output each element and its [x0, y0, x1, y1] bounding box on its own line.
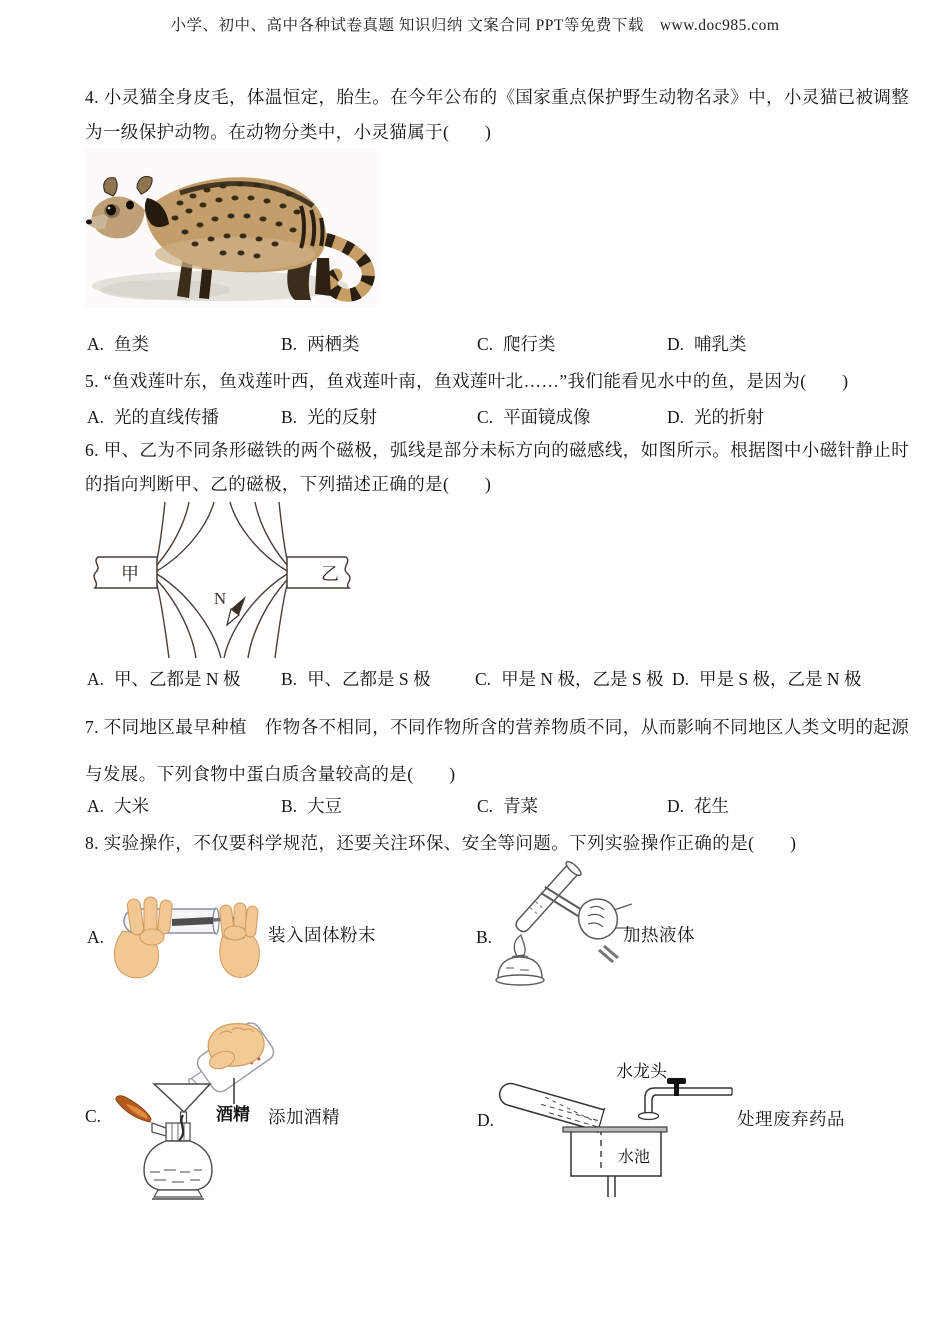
q5-option-c-label: C. — [477, 407, 494, 427]
left-magnet-label: 甲 — [121, 564, 139, 584]
belly — [155, 237, 315, 271]
q5-option-b-text: 光的反射 — [307, 407, 378, 427]
q6-line-1: 6. 甲、乙为不同条形磁铁的两个磁极，弧线是部分未标方向的磁感线，如图所示。根据图中小磁针静止时 — [85, 440, 910, 460]
burner-base — [496, 975, 544, 985]
burner-base — [154, 1190, 202, 1197]
q7-option-a — [87, 793, 149, 818]
q6-option-b-label: B. — [281, 669, 298, 689]
q4-option-c — [477, 331, 556, 356]
q8-option-b-figure — [492, 856, 637, 988]
q4-option-b — [281, 331, 360, 356]
q7-option-b — [281, 793, 342, 818]
needle-n-label: N — [213, 589, 227, 608]
hind-leg-2 — [315, 258, 331, 296]
q7-option-c-text: 青菜 — [503, 796, 539, 816]
q6-option-d-label: D. — [672, 669, 690, 689]
right-fingers — [219, 903, 258, 940]
q4-option-d-text: 哺乳类 — [694, 334, 747, 354]
bottle-label: 酒精 — [216, 1105, 250, 1124]
q5-option-d — [667, 404, 764, 429]
q4-option-b-label: B. — [281, 334, 298, 354]
q7-option-c-label: C. — [477, 796, 494, 816]
q8-option-a-label: A. — [87, 927, 105, 947]
q8-option-b-caption: 加热液体 — [623, 925, 695, 945]
magnet-field-diagram — [82, 500, 402, 660]
eye — [106, 205, 116, 216]
q5-option-d-text: 光的折射 — [694, 407, 765, 427]
burner-spout — [152, 1123, 166, 1136]
valve-stem — [674, 1082, 679, 1096]
q8-option-c-caption: 添加酒精 — [268, 1107, 340, 1127]
q7-option-d-text: 花生 — [694, 796, 730, 816]
faucet-outlet — [639, 1113, 659, 1120]
q7-option-c — [477, 793, 538, 818]
q5-option-c — [477, 404, 591, 429]
q8-option-a-figure — [105, 893, 270, 988]
drain-pipe — [608, 1176, 615, 1197]
q8-line-1: 8. 实验操作，不仅要科学规范，还要关注环保、安全等问题。下列实验操作正确的是( ) — [85, 833, 797, 853]
faucet-pipe-outer — [645, 1088, 732, 1115]
q4-option-a-label: A. — [87, 334, 105, 354]
header-text: 小学、初中、高中各种试卷真题 知识归纳 文案合同 PPT等免费下载 — [170, 17, 644, 34]
nose — [86, 220, 92, 225]
stroke-mark — [599, 946, 618, 962]
q4-option-c-text: 爬行类 — [503, 334, 556, 354]
civet-photo — [85, 148, 377, 308]
q7-option-a-text: 大米 — [114, 796, 150, 816]
faucet-pipe-inner — [652, 1095, 732, 1115]
q8-option-d-label: D. — [477, 1110, 495, 1130]
hand — [579, 899, 618, 939]
q6-option-c-text: 甲是 N 极，乙是 S 极 — [501, 669, 664, 689]
q6-option-a — [87, 666, 240, 691]
q7-option-d — [667, 793, 729, 818]
q5-option-a-text: 光的直线传播 — [114, 407, 220, 427]
burner-body — [144, 1141, 212, 1190]
page-header — [0, 13, 950, 35]
funnel — [154, 1084, 210, 1112]
q6-option-a-text: 甲、乙都是 N 极 — [114, 669, 241, 689]
eye-glint — [108, 207, 111, 210]
header-url: www.doc985.com — [659, 17, 780, 34]
q5-option-b — [281, 404, 377, 429]
q5-option-a-label: A. — [87, 407, 105, 427]
field-lines — [157, 502, 287, 658]
q5-option-d-label: D. — [667, 407, 685, 427]
q8-option-d-figure — [495, 1055, 745, 1200]
q6-option-d — [672, 666, 861, 691]
q4-line-1: 4. 小灵猫全身皮毛，体温恒定，胎生。在今年公布的《国家重点保护野生动物名录》中，小灵猫已被调整 — [85, 87, 910, 107]
q6-line-2: 的指向判断甲、乙的磁极，下列描述正确的是( ) — [85, 474, 492, 494]
valve-handle — [667, 1078, 686, 1084]
sink-label: 水池 — [617, 1149, 651, 1166]
q7-line-2: 与发展。下列食物中蛋白质含量较高的是( ) — [85, 764, 456, 784]
q4-option-d-label: D. — [667, 334, 685, 354]
q8-option-b-label: B. — [476, 927, 493, 947]
right-magnet-label: 乙 — [321, 564, 339, 584]
q6-option-b — [281, 666, 431, 691]
q8-option-a-caption: 装入固体粉末 — [268, 925, 376, 945]
q4-option-a-text: 鱼类 — [114, 334, 150, 354]
q6-option-c — [475, 666, 663, 691]
eye-2 — [126, 201, 134, 210]
q4-line-2: 为一级保护动物。在动物分类中，小灵猫属于( ) — [85, 122, 492, 142]
q6-option-a-label: A. — [87, 669, 105, 689]
q4-option-d — [667, 331, 747, 356]
waste-test-tube — [496, 1079, 604, 1133]
q5-option-c-text: 平面镜成像 — [503, 407, 591, 427]
q5-line-1: 5. “鱼戏莲叶东，鱼戏莲叶西，鱼戏莲叶南，鱼戏莲叶北……”我们能看见水中的鱼，是因为( ) — [85, 371, 849, 391]
tap-label: 水龙头 — [616, 1062, 667, 1081]
q8-option-d-caption: 处理废弃药品 — [737, 1109, 845, 1129]
q4-option-a — [87, 331, 149, 356]
q7-option-b-label: B. — [281, 796, 298, 816]
q4-option-c-label: C. — [477, 334, 494, 354]
q6-option-d-text: 甲是 S 极，乙是 N 极 — [699, 669, 862, 689]
q7-option-a-label: A. — [87, 796, 105, 816]
q7-line-1: 7. 不同地区最早种植 作物各不相同，不同作物所含的营养物质不同，从而影响不同地区人类文明的起源 — [85, 717, 910, 737]
q7-option-b-text: 大豆 — [307, 796, 343, 816]
q6-option-b-text: 甲、乙都是 S 极 — [307, 669, 431, 689]
q8-option-c-label: C. — [85, 1106, 102, 1126]
q6-option-c-label: C. — [475, 669, 492, 689]
flame — [514, 935, 525, 956]
q5-option-b-label: B. — [281, 407, 298, 427]
q5-option-a — [87, 404, 219, 429]
q7-option-d-label: D. — [667, 796, 685, 816]
q4-option-b-text: 两栖类 — [307, 334, 360, 354]
right-magnet — [287, 557, 350, 588]
sink-rim — [563, 1127, 667, 1132]
